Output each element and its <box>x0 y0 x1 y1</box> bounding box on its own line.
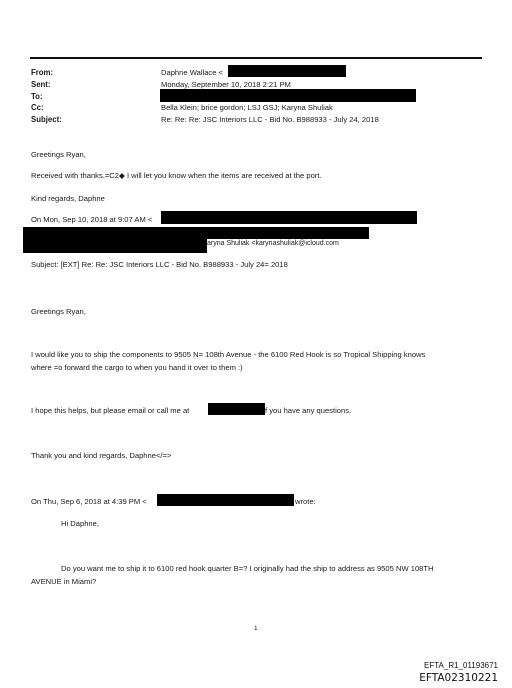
quote-1-intro: On Mon, Sep 10, 2018 at 9:07 AM < <box>31 215 153 224</box>
greeting-1: Greetings Ryan, <box>31 150 86 159</box>
quote-1-subject: Subject: [EXT] Re: Re: JSC Interiors LLC - Bid No. B988933 - July 24= 2018 <box>31 260 288 269</box>
sent-value: Monday, September 10, 2018 2:21 PM <box>161 80 291 89</box>
redaction-phone <box>208 403 265 415</box>
paragraph-3-end: f you have any questions. <box>265 406 352 415</box>
header-rule <box>30 57 482 59</box>
closing-1: Kind regards, Daphne <box>31 194 105 203</box>
redaction-quote-1-line <box>207 227 369 239</box>
cc-value: Bella Klein; brice gordon; LSJ GSJ; Karyna Shuliak <box>161 103 333 112</box>
cc-label: Cc: <box>31 103 44 112</box>
to-label: To: <box>31 92 43 101</box>
paragraph-4-line-2: AVENUE in Miami? <box>31 577 97 586</box>
redaction-quote-2-email <box>157 494 294 506</box>
paragraph-3-start: I hope this helps, but please email or call me at <box>31 406 190 415</box>
quote-1-partial: aryna Shuliak <karynashuliak@icloud.com <box>207 240 339 247</box>
page-number: 1 <box>254 625 258 632</box>
subject-value: Re: Re: Re: JSC Interiors LLC - Bid No. B988933 - July 24, 2018 <box>161 115 379 124</box>
sent-label: Sent: <box>31 80 51 89</box>
redaction-from-email <box>228 65 346 77</box>
redaction-to <box>160 89 416 102</box>
from-label: From: <box>31 68 54 77</box>
footer-reference-1: EFTA_R1_01193671 <box>424 661 498 670</box>
footer-reference-2: EFTA02310221 <box>419 672 498 684</box>
quote-2-intro: On Thu, Sep 6, 2018 at 4:39 PM < <box>31 497 147 506</box>
from-value: Daphne Wallace < <box>161 68 223 77</box>
paragraph-2-line-1: I would like you to ship the components to 9505 N= 108th Avenue - the 6100 Red Hook is so Tropical Shipping knows <box>31 350 426 359</box>
paragraph-2-line-2: where =o forward the cargo to when you hand it over to them :) <box>31 363 243 372</box>
paragraph-4-line-1: Do you want me to ship it to 6100 red hook quarter B=? I originally had the ship to address as 9505 NW 108TH <box>61 564 434 573</box>
closing-2: Thank you and kind regards, Daphne</=> <box>31 451 172 460</box>
greeting-2: Greetings Ryan, <box>31 307 86 316</box>
quote-2-wrote: wrote: <box>295 497 316 506</box>
redaction-quote-1-block <box>23 227 207 253</box>
redaction-quote-1-email <box>161 211 417 224</box>
greeting-3: Hi Daphne, <box>61 519 99 528</box>
subject-label: Subject: <box>31 115 62 124</box>
paragraph-1: Received with thanks.=C2◆ I will let you know when the items are received at the port. <box>31 171 322 180</box>
